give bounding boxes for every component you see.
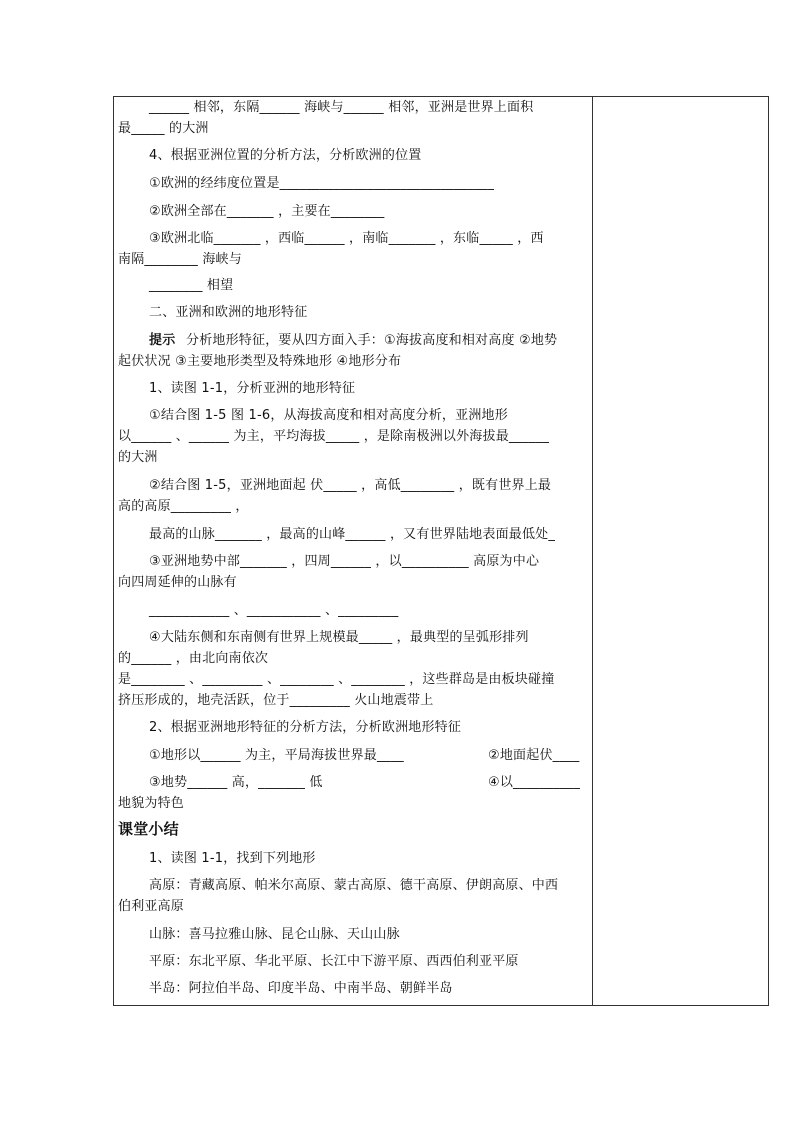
text-line: 半岛：阿拉伯半岛、印度半岛、中南半岛、朝鲜半岛 [149,981,453,996]
text-line: ④以__________ [488,775,581,790]
text-line: 平原：东北平原、华北平原、长江中下游平原、西西伯利亚平原 [149,954,519,969]
text-line: ③地势______ 高，_______ 低 [149,775,323,790]
text-line: ②欧洲全部在_______ ，主要在________ [149,204,385,219]
text-line: 伯利亚高原 [118,899,185,914]
text-line: ①欧洲的经纬度位置是________________________________ [149,176,495,191]
text-line: ________ 相望 [149,278,234,293]
text-line: 最_____ 的大洲 [118,121,209,136]
text-line: 起伏状况 ③主要地形类型及特殊地形 ④地形分布 [118,354,402,369]
text-line: 1、读图 1-1，找到下列地形 [149,851,316,866]
column-divider [592,96,593,1006]
text-line: 4、根据亚洲位置的分析方法，分析欧洲的位置 [149,148,422,163]
section-heading: 二、亚洲和欧洲的地形特征 [149,305,308,320]
text-line: ①结合图 1-5 图 1-6，从海拔高度和相对高度分析，亚洲地形 [149,408,508,423]
text-line: ②结合图 1-5，亚洲地面起 伏_____ ，高低________ ，既有世界上最 [149,478,552,493]
text-line: 2、根据亚洲地形特征的分析方法，分析欧洲地形特征 [149,720,462,735]
text-line: 是________ 、_________ 、________ 、________ ，这些群岛是由板块碰撞 [118,672,555,687]
text-line: 高原：青藏高原、帕米尔高原、蒙古高原、德干高原、伊朗高原、中西 [149,878,559,893]
text-line: 南隔________ 海峡与 [118,252,242,267]
text-line: 最高的山脉_______ ，最高的山峰______ ，又有世界陆地表面最低处_ [149,527,556,542]
hint-label: 提示 [149,333,176,348]
text-line: ③欧洲北临_______ ，西临______ ，南临_______ ，东临_____ ，西 [149,231,544,246]
text-line: 以______ 、______ 为主，平均海拔_____ ，是除南极洲以外海拔最______ [118,429,550,444]
text-line: ①地形以______ 为主，平局海拔世界最____ [149,748,404,763]
text-line: 分析地形特征，要从四方面入手：①海拔高度和相对高度 ②地势 [186,333,558,348]
text-line: 向四周延伸的山脉有 [118,575,237,590]
text-line: ③亚洲地势中部_______ ，四周______ ，以__________ 高原为中心 [149,554,540,569]
text-line: 山脉：喜马拉雅山脉、昆仑山脉、天山山脉 [149,927,400,942]
text-line: 挤压形成的，地壳活跃，位于_________ 火山地震带上 [118,693,434,708]
text-line: 1、读图 1-1，分析亚洲的地形特征 [149,381,356,396]
text-line: ④大陆东侧和东南侧有世界上规模最_____ ，最典型的呈弧形排列 [149,630,529,645]
text-line: 的大洲 [118,450,158,465]
text-line: 的______ ，由北向南依次 [118,651,269,666]
text-line: 高的高原_________ ， [118,499,249,514]
content-cell [118,96,588,1006]
text-line: ____________ 、___________ 、_________ [149,603,399,618]
text-line: ______ 相邻，东隔______ 海峡与______ 相邻，亚洲是世界上面积 [149,100,534,115]
summary-heading: 课堂小结 [118,820,179,838]
text-line: ②地面起伏____ [488,748,580,763]
text-line: 地貌为特色 [118,796,185,811]
